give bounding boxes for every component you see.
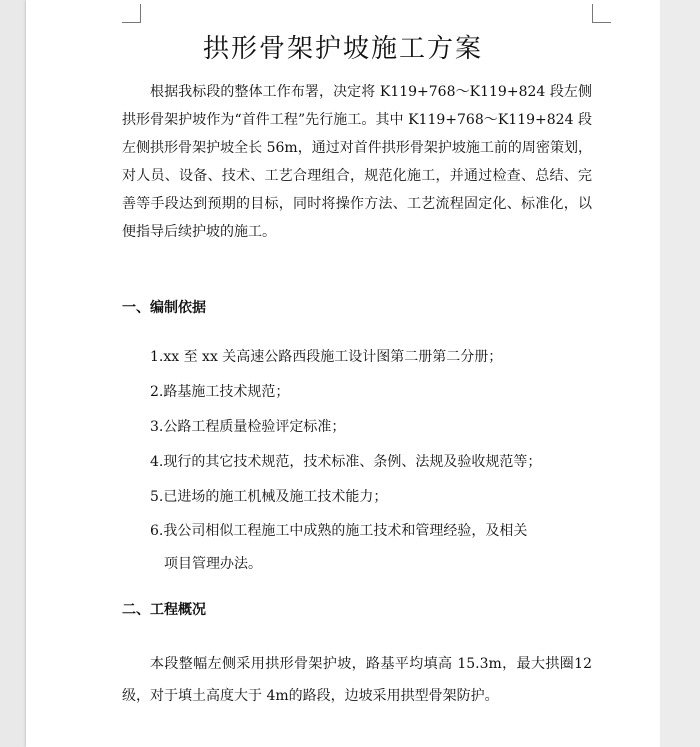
- overview-paragraph: 本段整幅左侧采用拱形骨架护坡，路基平均填高 15.3m，最大拱圈12级，对于填土高度大于 4m的路段，边坡采用拱型骨架防护。: [122, 656, 592, 704]
- document-page: [26, 0, 660, 747]
- intro-paragraph: 根据我标段的整体工作布署，决定将 K119+768～K119+824 段左侧拱形骨架护坡作为“首件工程”先行施工。其中 K119+768～K119+824 段左侧拱形骨架护坡全长 56m，通过对首件拱形骨架护坡施工前的周密策划，对人员、设备、技术、工艺合理组合，规范化施工，并通过检查、总结、完善等手段达到预期的目标，同时将操作方法、工艺流程固定化、标准化，以便指导后续护坡的施工。: [122, 84, 592, 240]
- list-item: 4.现行的其它技术规范，技术标准、条例、法规及验收规范等；: [150, 454, 542, 470]
- list-item: 1.xx 至 xx 关高速公路西段施工设计图第二册第二分册；: [150, 349, 503, 365]
- list-item-continuation: 项目管理办法。: [164, 556, 262, 572]
- list-item: 2.路基施工技术规范；: [150, 384, 290, 400]
- basis-list: [122, 340, 592, 581]
- list-item: 3.公路工程质量检验评定标准；: [150, 419, 346, 435]
- margin-corner-mark-right: [592, 4, 611, 23]
- section-heading-basis: 一、编制依据: [122, 300, 206, 316]
- list-item-line: 6.我公司相似工程施工中成熟的施工技术和管理经验，及相关: [150, 523, 528, 539]
- document-title: 拱形骨架护坡施工方案: [202, 34, 483, 64]
- viewer-right-gutter: [660, 0, 700, 747]
- margin-corner-mark-left: [122, 4, 141, 23]
- section-heading-overview: 二、工程概况: [122, 602, 206, 618]
- list-item: 5.已进场的施工机械及施工技术能力；: [150, 489, 388, 505]
- list-item: [122, 515, 592, 581]
